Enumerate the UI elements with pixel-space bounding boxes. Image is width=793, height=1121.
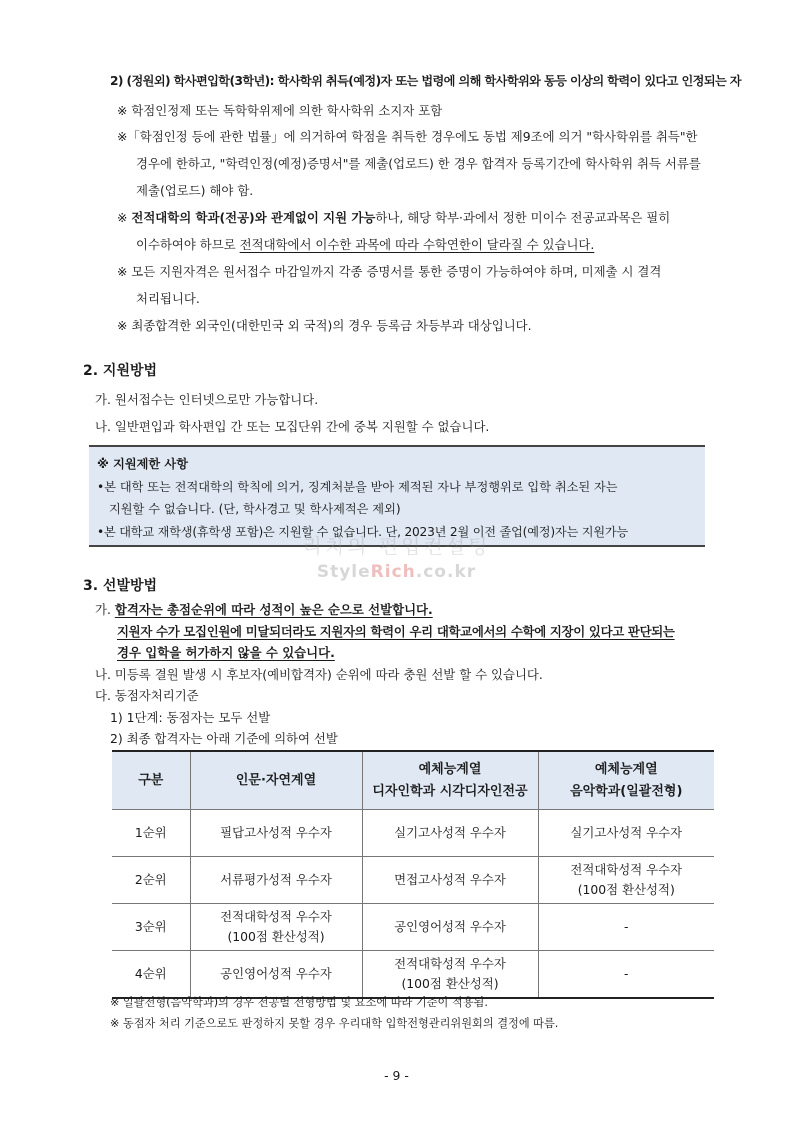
section-3-da-1: 1) 1단계: 동점자는 모두 선발	[110, 710, 271, 725]
table-cell: 2순위	[112, 857, 190, 904]
note-4-line-1: ※ 모든 지원자격은 원서접수 마감일까지 각종 증명서를 통한 증명이 가능하여야 하며, 미제출 시 결격	[117, 264, 662, 279]
header-cell: 예체능계열 음악학과(일괄전형)	[538, 751, 714, 810]
section-3-ga-prefix: 가.	[95, 602, 115, 617]
note-2-line-3: 제출(업로드) 해야 함.	[136, 183, 254, 198]
note-3-l2-pre: 이수하여야 하므로	[136, 237, 240, 252]
note-3-line-1	[117, 208, 670, 226]
note-3-line-2	[136, 235, 594, 253]
watermark-brand-c: .co.kr	[415, 562, 477, 582]
table-cell: 공인영어성적 우수자	[362, 904, 538, 951]
note-3-rest: 하나, 해당 학부·과에서 정한 미이수 전공교과목은 필히	[375, 210, 671, 225]
table-cell: 전적대학성적 우수자 (100점 환산성적)	[538, 857, 714, 904]
table-cell: 3순위	[112, 904, 190, 951]
section-2-item-na: 나. 일반편입과 학사편입 간 또는 모집단위 간에 중복 지원할 수 없습니다.	[95, 419, 490, 434]
note-3-l2-underlined: 전적대학에서 이수한 과목에 따라 수학연한이 달라질 수 있습니다.	[239, 237, 595, 252]
note-2-line-2: 경우에 한하고, "학력인정(예정)증명서"를 제출(업로드) 한 경우 합격자 등록기간에 학사학위 취득 서류를	[136, 156, 701, 171]
note-2-line-1: ※「학점인정 등에 관한 법률」에 의거하여 학점을 취득한 경우에도 동법 제9조에 의거 "학사학위를 취득"한	[117, 129, 698, 144]
table-row	[112, 857, 714, 904]
watermark-brand-b: Rich	[370, 562, 416, 582]
table-cell: 전적대학성적 우수자 (100점 환산성적)	[190, 904, 362, 951]
section-3-ga-line-3: 경우 입학을 허가하지 않을 수 있습니다.	[117, 645, 335, 660]
section-3-ga-emphasis: 합격자는 총점순위에 따라 성적이 높은 순으로 선발합니다.	[114, 602, 433, 617]
header-cell: 인문·자연계열	[190, 751, 362, 810]
section-2-item-ga: 가. 원서접수는 인터넷으로만 가능합니다.	[95, 392, 319, 407]
section-3-title: 3. 선발방법	[83, 578, 158, 594]
restriction-bullet-2: •본 대학교 재학생(휴학생 포함)은 지원할 수 없습니다. 단, 2023년 2월 이전 졸업(예정)자는 지원가능	[97, 525, 629, 539]
note-3-mark: ※	[117, 210, 128, 225]
table-header-row	[112, 751, 714, 810]
section-3-da: 다. 동점자처리기준	[95, 688, 199, 703]
table-cell: 실기고사성적 우수자	[538, 810, 714, 857]
table-row	[112, 904, 714, 951]
header-cell: 구분	[112, 751, 190, 810]
heading-text: (정원외) 학사편입학(3학년): 학사학위 취득(예정)자 또는 법령에 의해 학사학위와 동등 이상의 학력이 있다고 인정되는 자	[126, 74, 741, 88]
header-cell: 예체능계열 디자인학과 시각디자인전공	[362, 751, 538, 810]
section-3-na: 나. 미등록 결원 발생 시 후보자(예비합격자) 순위에 따라 충원 선발 할 수 있습니다.	[95, 667, 543, 682]
heading-number: 2)	[110, 74, 123, 88]
page-number: - 9 -	[384, 1068, 409, 1083]
watermark-brand-a: Style	[316, 562, 371, 582]
restriction-bullet-1-line-2: 지원할 수 없습니다. (단, 학사경고 및 학사제적은 제외)	[109, 502, 401, 516]
table-cell: 서류평가성적 우수자	[190, 857, 362, 904]
table-cell: 공인영어성적 우수자	[190, 951, 362, 999]
note-5: ※ 최종합격한 외국인(대한민국 외 국적)의 경우 등록금 차등부과 대상입니다.	[117, 318, 532, 333]
section-3-da-2: 2) 최종 합격자는 아래 기준에 의하여 선발	[110, 731, 338, 746]
table-cell: 면접고사성적 우수자	[362, 857, 538, 904]
table-row	[112, 810, 714, 857]
footnote-2: ※ 동점자 처리 기준으로도 판정하지 못할 경우 우리대학 입학전형관리위원회의 결정에 따름.	[110, 1017, 559, 1030]
table-row	[112, 951, 714, 999]
table-cell: 전적대학성적 우수자 (100점 환산성적)	[362, 951, 538, 999]
table-cell: 4순위	[112, 951, 190, 999]
section-2-title: 2. 지원방법	[83, 363, 158, 379]
section-3-ga-line-1	[95, 600, 433, 618]
table-cell: 실기고사성적 우수자	[362, 810, 538, 857]
restriction-bullet-1-line-1: •본 대학 또는 전적대학의 학칙에 의거, 징계처분을 받아 제적된 자나 부정행위로 입학 취소된 자는	[97, 480, 618, 494]
qualification-heading	[110, 72, 741, 89]
table-cell: -	[538, 951, 714, 999]
watermark-text: 리치의 편입컨설팅	[302, 534, 491, 558]
table-cell: 1순위	[112, 810, 190, 857]
note-1: ※ 학점인정제 또는 독학학위제에 의한 학사학위 소지자 포함	[117, 103, 443, 118]
table-cell: -	[538, 904, 714, 951]
table-cell: 필답고사성적 우수자	[190, 810, 362, 857]
footnote-1: ※ 일괄전형(음악학과)의 경우 전공별 전형방법 및 요소에 따라 기준이 적용됨.	[110, 996, 488, 1009]
tiebreak-table	[112, 750, 714, 999]
note-4-line-2: 처리됩니다.	[136, 291, 200, 306]
note-3-emphasis: 전적대학의 학과(전공)와 관계없이 지원 가능	[131, 210, 376, 225]
restriction-title: ※ 지원제한 사항	[97, 457, 188, 471]
section-3-ga-line-2: 지원자 수가 모집인원에 미달되더라도 지원자의 학력이 우리 대학교에서의 수학에 지장이 있다고 판단되는	[117, 624, 675, 639]
